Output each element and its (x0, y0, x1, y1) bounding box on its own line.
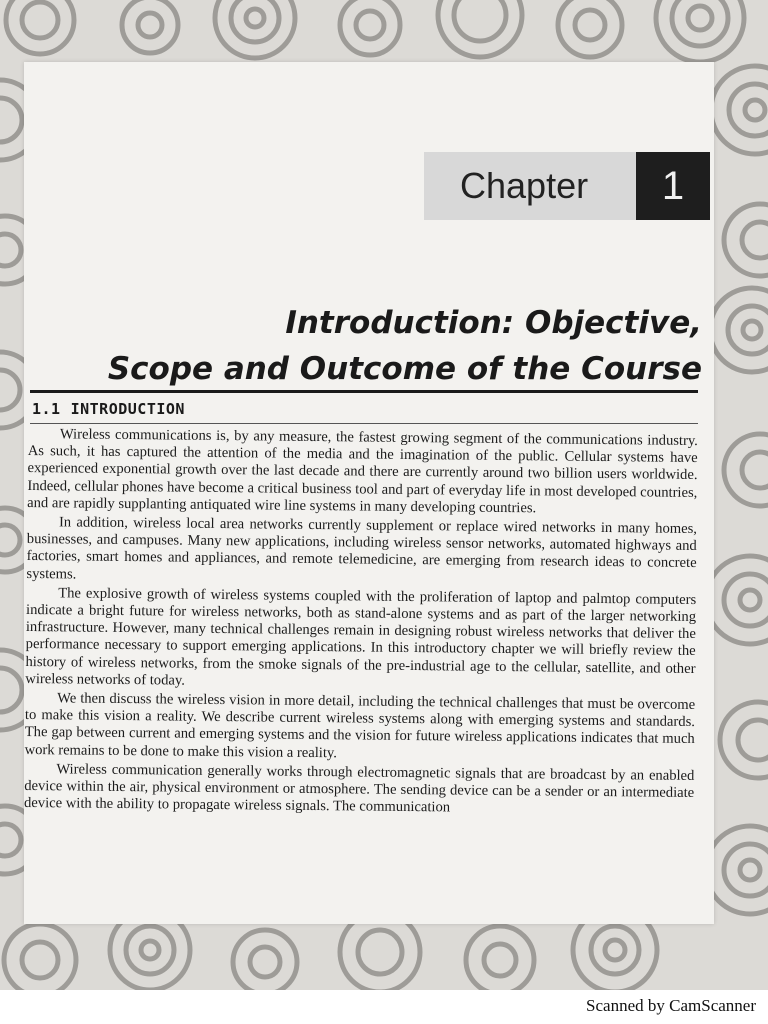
paragraph: The explosive growth of wireless systems coupled with the proliferation of laptop and palmtop computers indicate a bright future for wireless networks, both as stand-alone systems and as part of the larger networking infrastructure. However, many technical challenges remain in designing robust wireless networks that deliver the performance necessary to support emerging applications. In this introductory chapter we will briefly review the history of wireless networks, from the smoke signals of the pre-industrial age to the cellular, satellite, and other wireless networks of today. (25, 585, 697, 689)
paragraph: In addition, wireless local area networks currently supplement or replace wired networks in many homes, businesses, and campuses. Many new applications, including wireless sensor networks, automated highways and factories, smart homes and appliances, and remote telemedicine, are emerging from research ideas to concrete systems. (26, 514, 698, 583)
chapter-number: 1 (636, 152, 710, 220)
section-divider (30, 423, 698, 424)
body-text (24, 426, 698, 821)
paragraph: We then discuss the wireless vision in more detail, including the technical challenges that must be overcome to make this vision a reality. We describe current wireless systems along with emerging systems and standards. The gap between current and emerging systems and the vision for future wireless applications indicates that much work remains to be done to make this vision a reality. (24, 690, 696, 761)
paragraph: Wireless communication generally works through electromagnetic signals that are broadcast by an enabled device within the air, physical environment or atmosphere. The sending device can be a sender or an intermediate device with the ability to propagate wireless signals. The communication (23, 761, 695, 816)
section-number: 1.1 (32, 400, 61, 418)
scanner-credit: Scanned by CamScanner (586, 996, 756, 1015)
chapter-label: Chapter (460, 165, 589, 206)
paragraph: Wireless communications is, by any measure, the fastest growing segment of the communications industry. As such, it has captured the attention of the media and the imagination of the public. Cellular systems have experienced exponential growth over the last decade and there are currently around two billion users worldwide. Indeed, cellular phones have become a critical business tool and part of everyday life in most developed countries, and are rapidly supplanting antiquated wire line systems in many developing countries. (27, 426, 698, 517)
section-heading (32, 400, 195, 418)
chapter-title (40, 300, 702, 392)
scan-footer (0, 990, 768, 1024)
title-divider (30, 390, 698, 393)
chapter-title-line-1: Introduction: Objective, (285, 305, 702, 341)
chapter-title-line-2: Scope and Outcome of the Course (107, 351, 702, 387)
section-title: INTRODUCTION (70, 400, 185, 418)
